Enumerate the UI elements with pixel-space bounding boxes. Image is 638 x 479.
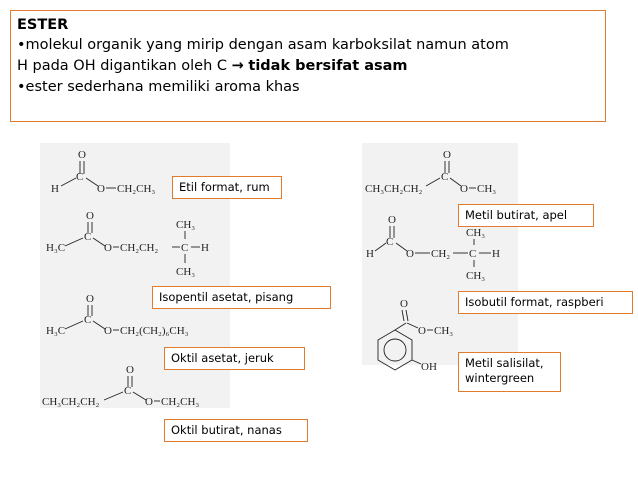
group-ch3: CH₃: [434, 325, 454, 337]
atom-c: C: [84, 314, 92, 326]
group-left: CH₃CH₂CH₂: [42, 396, 100, 408]
formula-metil-butirat: [365, 149, 496, 195]
group-chain: CH₂: [431, 248, 451, 260]
atom-o-ester: O: [104, 325, 112, 337]
atom-h: H: [366, 248, 374, 260]
formula-isopentil-asetat: [46, 210, 209, 278]
group-rest: CH₂CH₃: [117, 183, 156, 195]
group-right: CH₂CH₃: [161, 396, 200, 408]
label-oktil-butirat: Oktil butirat, nanas: [164, 419, 308, 442]
atom-c: C: [386, 236, 394, 248]
atom-c-branch: C: [181, 242, 189, 254]
label-metil-salisilat-line-1: Metil salisilat,: [465, 356, 544, 370]
bullet-1-text: H pada OH digantikan oleh C: [17, 58, 228, 74]
group-oh: OH: [421, 361, 437, 373]
label-metil-butirat: Metil butirat, apel: [458, 204, 594, 227]
group-right: CH₃: [477, 183, 497, 195]
atom-o-top: O: [126, 364, 134, 376]
atom-c: C: [84, 231, 92, 243]
atom-o-top: O: [400, 298, 408, 310]
atom-c: C: [76, 171, 84, 183]
atom-h: H: [51, 183, 59, 195]
atom-o-ester: O: [460, 183, 468, 195]
group-chain: CH₂CH₂: [120, 242, 159, 254]
benzene-ring: [378, 330, 412, 370]
atom-c-branch: C: [469, 248, 477, 260]
group-left: CH₃CH₂CH₂: [365, 183, 423, 195]
atom-o-top: O: [443, 149, 451, 161]
group-ch3-top: CH₃: [176, 219, 196, 231]
atom-o-ester: O: [145, 396, 153, 408]
bullet-1-bold: tidak bersifat asam: [248, 58, 408, 74]
atom-o-ester: O: [104, 242, 112, 254]
group-ch3-bottom: CH₃: [176, 266, 196, 278]
atom-o-top: O: [86, 293, 94, 305]
formula-oktil-butirat: [42, 364, 199, 408]
atom-o-top: O: [78, 149, 86, 161]
label-isobutil-format: Isobutil format, raspberi: [458, 291, 633, 314]
label-isopentil-asetat: Isopentil asetat, pisang: [152, 286, 331, 309]
formula-metil-salisilat: [378, 298, 453, 373]
header-title: ESTER: [17, 17, 69, 33]
atom-o-top: O: [86, 210, 94, 222]
formula-etil-format: [51, 149, 155, 195]
bullet-2: •ester sederhana memiliki aroma khas: [17, 79, 300, 95]
group-h3c: H₃C: [46, 242, 66, 254]
label-metil-salisilat-line-2: wintergreen: [465, 371, 535, 385]
atom-o-top: O: [388, 214, 396, 226]
atom-o-ester: O: [406, 248, 414, 260]
arrow-right-icon: →: [231, 58, 244, 74]
label-metil-salisilat: [458, 352, 561, 392]
label-etil-format: Etil format, rum: [172, 176, 282, 199]
atom-o-ester: O: [97, 183, 105, 195]
atom-h-right: H: [201, 242, 209, 254]
group-ch3-bottom: CH₃: [466, 270, 486, 282]
label-oktil-asetat: Oktil asetat, jeruk: [164, 347, 305, 370]
atom-c: C: [441, 171, 449, 183]
benzene-inner-circle: [384, 339, 406, 361]
group-h3c: H₃C: [46, 325, 66, 337]
group-chain: CH₂(CH₂)₆CH₃: [120, 325, 189, 337]
atom-o-ester: O: [418, 325, 426, 337]
group-ch3-top: CH₃: [466, 227, 486, 239]
bullet-1-line-1: •molekul organik yang mirip dengan asam karboksilat namun atom: [17, 37, 509, 53]
atom-c: C: [124, 385, 132, 397]
atom-h-right: H: [492, 248, 500, 260]
